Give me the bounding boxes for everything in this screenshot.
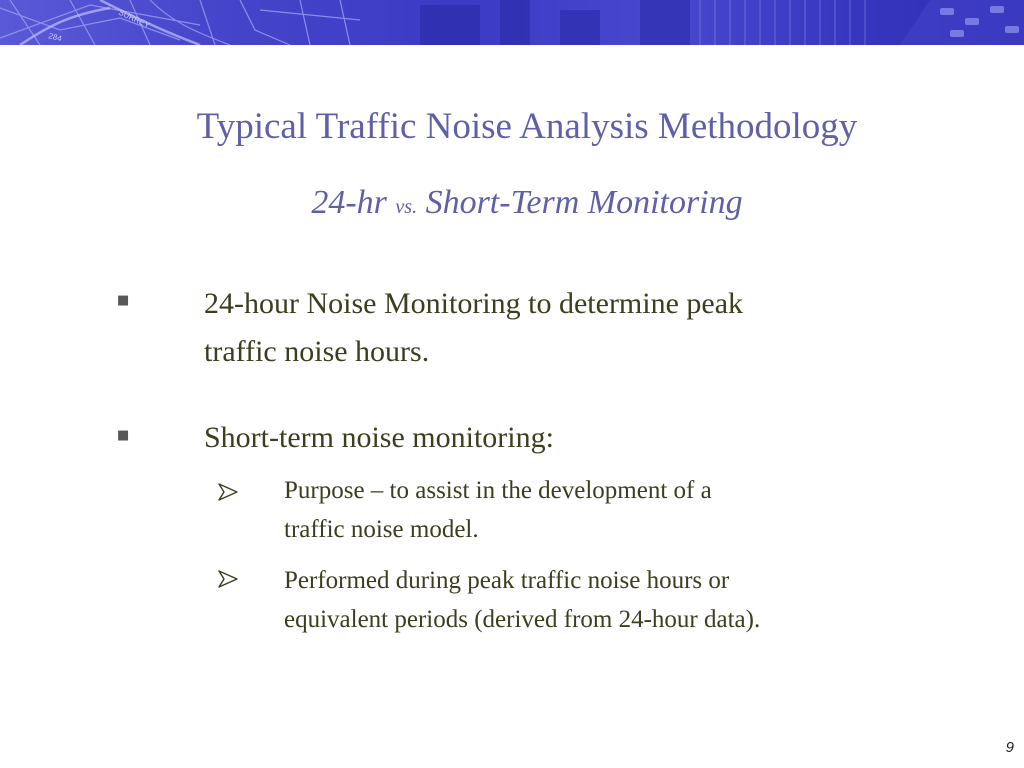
- header-banner-image: [0, 0, 1024, 45]
- map-label-284: 284: [47, 31, 63, 44]
- sub-item-2-line-2: equivalent periods (derived from 24-hour data).: [284, 606, 761, 633]
- sub-item-1-line-2: traffic noise model.: [284, 516, 479, 543]
- square-bullet-icon: ■: [117, 428, 130, 443]
- map-label-surrey: SURREY: [117, 7, 152, 30]
- arrow-bullet-icon: [217, 482, 239, 502]
- bullet-2-line-1: Short-term noise monitoring:: [204, 421, 554, 454]
- slide-subtitle: [0, 181, 1024, 229]
- arrow-bullet-icon: [217, 569, 239, 589]
- page-number: 9: [1005, 739, 1014, 756]
- subtitle-vs: vs.: [395, 196, 418, 218]
- square-bullet-icon: ■: [117, 293, 130, 308]
- bullet-1-line-1: 24-hour Noise Monitoring to determine peak: [204, 287, 744, 320]
- sub-item-1-line-1: Purpose – to assist in the development of a: [284, 477, 712, 504]
- subtitle-part1: 24-hr: [311, 184, 396, 221]
- sub-item-2-line-1: Performed during peak traffic noise hours or: [284, 567, 730, 594]
- banner-graphic: [0, 0, 1024, 45]
- subtitle-part2: Short-Term Monitoring: [417, 184, 743, 221]
- slide-title: Typical Traffic Noise Analysis Methodology: [196, 106, 858, 147]
- bullet-1-line-2: traffic noise hours.: [204, 335, 430, 368]
